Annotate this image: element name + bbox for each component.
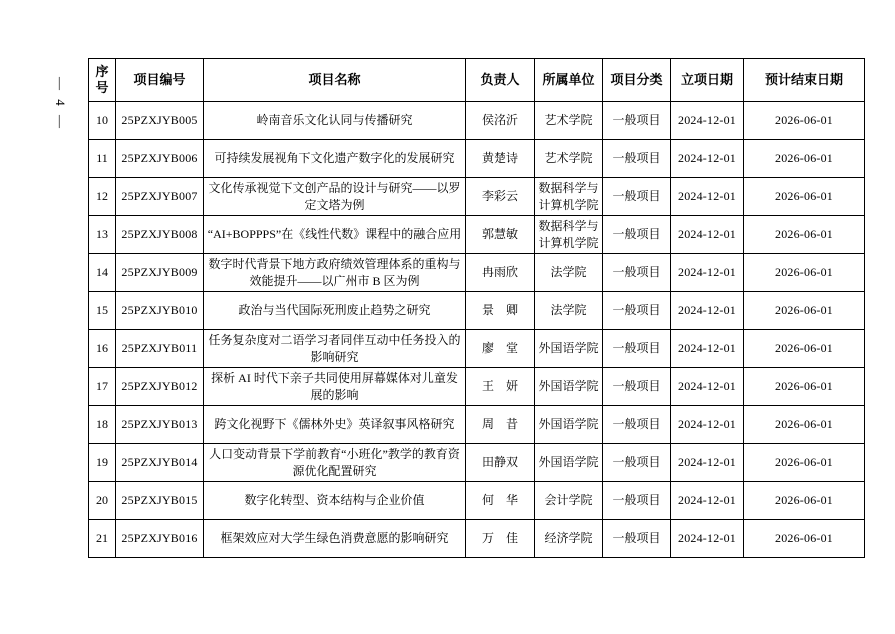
column-header-leader: 负责人 (466, 59, 535, 102)
column-header-name: 项目名称 (204, 59, 466, 102)
cell-name: 探析 AI 时代下亲子共同使用屏幕媒体对儿童发展的影响 (204, 368, 466, 406)
cell-code: 25PZXJYB010 (116, 292, 204, 330)
cell-leader: 何 华 (466, 482, 535, 520)
table-row (89, 178, 865, 216)
cell-end-date: 2026-06-01 (744, 406, 865, 444)
cell-no: 20 (89, 482, 116, 520)
projects-table (88, 58, 865, 558)
cell-end-date: 2026-06-01 (744, 368, 865, 406)
cell-end-date: 2026-06-01 (744, 482, 865, 520)
header-row (89, 59, 865, 102)
cell-leader: 冉雨欣 (466, 254, 535, 292)
column-header-end-date: 预计结束日期 (744, 59, 865, 102)
cell-start-date: 2024-12-01 (671, 102, 744, 140)
cell-category: 一般项目 (603, 482, 671, 520)
cell-unit: 外国语学院 (535, 368, 603, 406)
cell-name: 可持续发展视角下文化遗产数字化的发展研究 (204, 140, 466, 178)
cell-leader: 李彩云 (466, 178, 535, 216)
cell-end-date: 2026-06-01 (744, 216, 865, 254)
cell-leader: 田静双 (466, 444, 535, 482)
column-header-no: 序号 (89, 59, 116, 102)
cell-unit: 法学院 (535, 254, 603, 292)
cell-end-date: 2026-06-01 (744, 444, 865, 482)
cell-category: 一般项目 (603, 368, 671, 406)
cell-unit: 艺术学院 (535, 140, 603, 178)
cell-start-date: 2024-12-01 (671, 520, 744, 558)
cell-name: 数字时代背景下地方政府绩效管理体系的重构与效能提升——以广州市 B 区为例 (204, 254, 466, 292)
column-header-unit: 所属单位 (535, 59, 603, 102)
cell-start-date: 2024-12-01 (671, 140, 744, 178)
cell-code: 25PZXJYB011 (116, 330, 204, 368)
cell-start-date: 2024-12-01 (671, 178, 744, 216)
cell-category: 一般项目 (603, 216, 671, 254)
cell-unit: 艺术学院 (535, 102, 603, 140)
table-row (89, 368, 865, 406)
cell-category: 一般项目 (603, 520, 671, 558)
cell-unit: 数据科学与计算机学院 (535, 216, 603, 254)
cell-end-date: 2026-06-01 (744, 520, 865, 558)
cell-unit: 数据科学与计算机学院 (535, 178, 603, 216)
cell-code: 25PZXJYB013 (116, 406, 204, 444)
cell-leader: 周 昔 (466, 406, 535, 444)
table-row (89, 482, 865, 520)
cell-code: 25PZXJYB015 (116, 482, 204, 520)
cell-unit: 法学院 (535, 292, 603, 330)
cell-category: 一般项目 (603, 444, 671, 482)
cell-start-date: 2024-12-01 (671, 216, 744, 254)
cell-name: 任务复杂度对二语学习者同伴互动中任务投入的影响研究 (204, 330, 466, 368)
cell-end-date: 2026-06-01 (744, 178, 865, 216)
table-row (89, 406, 865, 444)
cell-end-date: 2026-06-01 (744, 330, 865, 368)
cell-code: 25PZXJYB016 (116, 520, 204, 558)
table-row (89, 140, 865, 178)
cell-no: 12 (89, 178, 116, 216)
cell-leader: 廖 堂 (466, 330, 535, 368)
cell-no: 11 (89, 140, 116, 178)
table-row (89, 520, 865, 558)
cell-leader: 侯洺沂 (466, 102, 535, 140)
cell-category: 一般项目 (603, 406, 671, 444)
column-header-start-date: 立项日期 (671, 59, 744, 102)
cell-end-date: 2026-06-01 (744, 140, 865, 178)
cell-no: 17 (89, 368, 116, 406)
cell-category: 一般项目 (603, 330, 671, 368)
cell-unit: 经济学院 (535, 520, 603, 558)
page-number: — 4 — (53, 77, 68, 131)
cell-leader: 王 妍 (466, 368, 535, 406)
cell-start-date: 2024-12-01 (671, 444, 744, 482)
cell-code: 25PZXJYB012 (116, 368, 204, 406)
cell-start-date: 2024-12-01 (671, 254, 744, 292)
table-row (89, 444, 865, 482)
cell-code: 25PZXJYB006 (116, 140, 204, 178)
column-header-code: 项目编号 (116, 59, 204, 102)
cell-unit: 外国语学院 (535, 330, 603, 368)
cell-leader: 黄楚诗 (466, 140, 535, 178)
cell-no: 18 (89, 406, 116, 444)
cell-name: 框架效应对大学生绿色消费意愿的影响研究 (204, 520, 466, 558)
cell-no: 21 (89, 520, 116, 558)
cell-name: “AI+BOPPPS”在《线性代数》课程中的融合应用 (204, 216, 466, 254)
cell-category: 一般项目 (603, 292, 671, 330)
cell-start-date: 2024-12-01 (671, 330, 744, 368)
cell-no: 10 (89, 102, 116, 140)
cell-name: 文化传承视觉下文创产品的设计与研究——以罗定文塔为例 (204, 178, 466, 216)
cell-leader: 景 卿 (466, 292, 535, 330)
cell-name: 人口变动背景下学前教育“小班化”教学的教育资源优化配置研究 (204, 444, 466, 482)
cell-start-date: 2024-12-01 (671, 292, 744, 330)
cell-no: 19 (89, 444, 116, 482)
cell-name: 岭南音乐文化认同与传播研究 (204, 102, 466, 140)
table-row (89, 330, 865, 368)
cell-no: 16 (89, 330, 116, 368)
cell-leader: 万 佳 (466, 520, 535, 558)
cell-category: 一般项目 (603, 254, 671, 292)
cell-category: 一般项目 (603, 178, 671, 216)
table-row (89, 292, 865, 330)
table-row (89, 216, 865, 254)
cell-no: 13 (89, 216, 116, 254)
cell-name: 数字化转型、资本结构与企业价值 (204, 482, 466, 520)
cell-end-date: 2026-06-01 (744, 292, 865, 330)
cell-start-date: 2024-12-01 (671, 482, 744, 520)
cell-end-date: 2026-06-01 (744, 102, 865, 140)
cell-code: 25PZXJYB008 (116, 216, 204, 254)
cell-start-date: 2024-12-01 (671, 406, 744, 444)
cell-no: 14 (89, 254, 116, 292)
cell-category: 一般项目 (603, 140, 671, 178)
cell-end-date: 2026-06-01 (744, 254, 865, 292)
cell-start-date: 2024-12-01 (671, 368, 744, 406)
cell-no: 15 (89, 292, 116, 330)
cell-code: 25PZXJYB007 (116, 178, 204, 216)
cell-name: 跨文化视野下《儒林外史》英译叙事风格研究 (204, 406, 466, 444)
table-row (89, 254, 865, 292)
cell-code: 25PZXJYB014 (116, 444, 204, 482)
cell-unit: 外国语学院 (535, 444, 603, 482)
cell-category: 一般项目 (603, 102, 671, 140)
cell-leader: 郭慧敏 (466, 216, 535, 254)
table-row (89, 102, 865, 140)
cell-unit: 会计学院 (535, 482, 603, 520)
column-header-category: 项目分类 (603, 59, 671, 102)
cell-name: 政治与当代国际死刑废止趋势之研究 (204, 292, 466, 330)
cell-unit: 外国语学院 (535, 406, 603, 444)
cell-code: 25PZXJYB009 (116, 254, 204, 292)
cell-code: 25PZXJYB005 (116, 102, 204, 140)
